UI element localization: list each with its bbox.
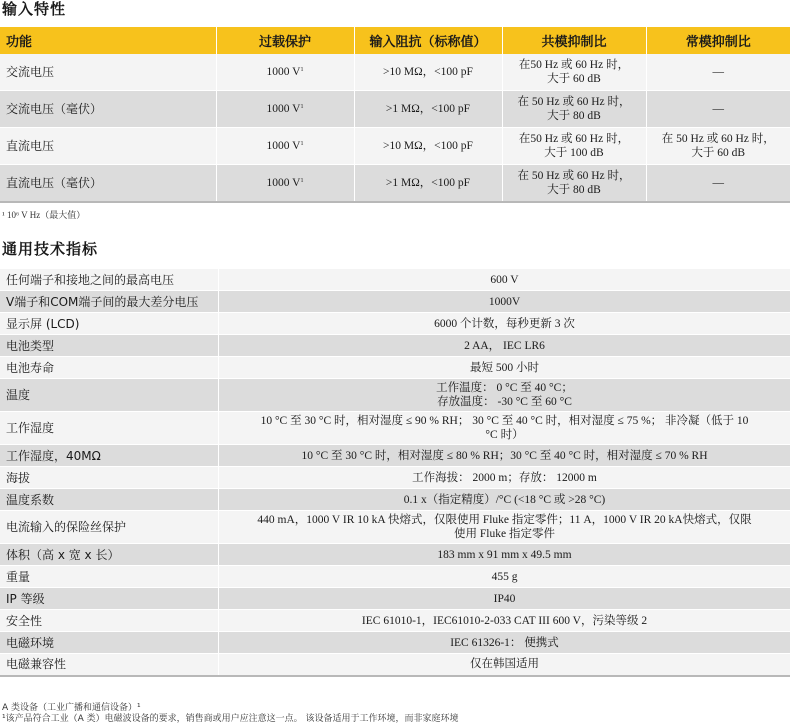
cell-line: 6000 个计数，每秒更新 3 次: [434, 317, 575, 330]
table-row: [0, 357, 790, 379]
table-row: [0, 335, 790, 357]
cell-line: 183 mm x 91 mm x 49.5 mm: [437, 548, 572, 561]
general-specs-title: 通用技术指标: [2, 240, 99, 258]
cmrr-cell: [502, 91, 646, 128]
function-cell: 直流电压: [0, 128, 216, 165]
cell-line: 最短 500 小时: [470, 361, 539, 374]
table-row: [0, 412, 790, 445]
table-row: [0, 269, 790, 291]
cell-line: 大于 100 dB: [544, 147, 604, 159]
overload-cell: [216, 91, 354, 128]
cell-line: 1000V: [488, 295, 521, 308]
cell-line: 大于 60 dB: [547, 73, 601, 85]
spec-label: 温度: [0, 379, 219, 412]
impedance-cell: >1 MΩ，<100 pF: [354, 165, 502, 203]
spec-label: 重量: [0, 566, 219, 588]
table-row: [0, 588, 790, 610]
table-row: [0, 654, 790, 676]
spec-value: [219, 654, 790, 676]
cell-line: 工作海拔： 2000 m；存放： 12000 m: [412, 471, 597, 484]
impedance-cell: >10 MΩ，<100 pF: [354, 54, 502, 91]
cell-line: IEC 61010-1，IEC61010-2-033 CAT III 600 V，污染等级 2: [361, 614, 648, 627]
nmrr-cell: [646, 91, 790, 128]
spec-value: [219, 467, 790, 489]
spec-value: [219, 511, 790, 544]
table-row: [0, 165, 790, 203]
overload-cell: [216, 128, 354, 165]
table-row: [0, 313, 790, 335]
input-characteristics-title: 输入特性: [2, 0, 67, 18]
table-row: [0, 445, 790, 467]
nmrr-cell: [646, 165, 790, 203]
overload-cell: [216, 165, 354, 203]
header-nmrr: 常模抑制比: [646, 27, 790, 54]
footnote-marker: 1: [300, 141, 304, 147]
cell-line: 在50 Hz 或 60 Hz 时，: [518, 133, 630, 145]
cell-line: 仅在韩国适用: [470, 658, 539, 671]
footnote-marker: 1: [300, 104, 304, 110]
general-specs-table: [0, 268, 790, 677]
function-cell: 交流电压（毫伏）: [0, 91, 216, 128]
cell-line: IEC 61326-1： 便携式: [450, 636, 559, 649]
table-row: [0, 128, 790, 165]
cmrr-cell: [502, 54, 646, 91]
spec-value: [219, 313, 790, 335]
spec-label: V端子和COM端子间的最大差分电压: [0, 291, 219, 313]
table-header-row: [0, 27, 790, 54]
footnote-marker: 1: [300, 178, 304, 184]
cell-line: 10 °C 至 30 °C 时，相对湿度 ≤ 90 % RH； 30 °C 至 40 °C 时，相对湿度 ≤ 75 %； 非冷凝（低于 10: [260, 415, 749, 427]
spec-label: 电磁兼容性: [0, 654, 219, 676]
cell-line: 2 AA， IEC LR6: [464, 339, 545, 352]
cell-line: 使用 Fluke 指定零件: [454, 528, 555, 540]
spec-value: [219, 412, 790, 445]
spec-value: [219, 291, 790, 313]
table-row: [0, 291, 790, 313]
emc-footnote: [2, 703, 459, 725]
footnote-marker: 1: [300, 67, 304, 73]
spec-value: [219, 632, 790, 654]
spec-value: [219, 544, 790, 566]
overload-value: 1000 V: [266, 66, 301, 78]
emc-footnote-line2: ¹该产品符合工业（A 类）电磁波设备的要求，销售商或用户应注意这一点。 该设备适用于工作环境，而非家庭环境: [2, 714, 459, 724]
function-cell: 交流电压: [0, 54, 216, 91]
spec-value: [219, 335, 790, 357]
spec-value: [219, 445, 790, 467]
header-function: 功能: [0, 27, 216, 54]
cell-line: 存放温度： -30 °C 至 60 °C: [437, 396, 572, 408]
cell-line: 在 50 Hz 或 60 Hz 时，: [517, 170, 631, 182]
table-row: [0, 544, 790, 566]
table-row: [0, 566, 790, 588]
impedance-cell: >1 MΩ，<100 pF: [354, 91, 502, 128]
cell-line: 在 50 Hz 或 60 Hz 时，: [517, 96, 631, 108]
table-row: [0, 379, 790, 412]
cell-line: —: [712, 103, 724, 115]
impedance-cell: >10 MΩ，<100 pF: [354, 128, 502, 165]
input-footnote: ¹ 10⁶ V Hz（最大值）: [2, 210, 86, 220]
cell-line: 大于 80 dB: [547, 184, 601, 196]
spec-value: [219, 588, 790, 610]
spec-label: 工作湿度，40MΩ: [0, 445, 219, 467]
spec-value: [219, 566, 790, 588]
spec-value: [219, 610, 790, 632]
cell-line: 440 mA，1000 V IR 10 kA 快熔式，仅限使用 Fluke 指定零件；11 A，1000 V IR 20 kA快熔式，仅限: [257, 514, 752, 526]
spec-label: 温度系数: [0, 489, 219, 511]
cell-line: 10 °C 至 30 °C 时，相对湿度 ≤ 80 % RH；30 °C 至 40 °C 时，相对湿度 ≤ 70 % RH: [301, 449, 708, 462]
spec-value: [219, 379, 790, 412]
cell-line: 455 g: [491, 570, 518, 583]
cell-line: °C 时）: [485, 429, 524, 441]
cell-line: 大于 80 dB: [547, 110, 601, 122]
input-characteristics-table: [0, 27, 790, 203]
emc-footnote-line1: A 类设备（工业广播和通信设备）¹: [2, 703, 141, 713]
spec-value: [219, 489, 790, 511]
table-row: [0, 467, 790, 489]
cell-line: 大于 60 dB: [691, 147, 746, 159]
table-row: [0, 489, 790, 511]
nmrr-cell: [646, 128, 790, 165]
cmrr-cell: [502, 165, 646, 203]
cell-line: 在 50 Hz 或 60 Hz 时，: [661, 133, 775, 145]
header-impedance: 输入阻抗（标称值）: [354, 27, 502, 54]
spec-value: [219, 269, 790, 291]
header-cmrr: 共模抑制比: [502, 27, 646, 54]
cell-line: IP40: [493, 592, 516, 605]
cell-line: 工作温度： 0 °C 至 40 °C；: [436, 382, 573, 394]
spec-value: [219, 357, 790, 379]
spec-label: 电池寿命: [0, 357, 219, 379]
table-row: [0, 632, 790, 654]
spec-label: 体积（高 x 宽 x 长）: [0, 544, 219, 566]
header-overload: 过载保护: [216, 27, 354, 54]
cell-line: 0.1 x（指定精度）/°C (<18 °C 或 >28 °C): [403, 493, 606, 506]
spec-label: 安全性: [0, 610, 219, 632]
cell-line: —: [712, 177, 724, 189]
table-row: [0, 610, 790, 632]
function-cell: 直流电压（毫伏）: [0, 165, 216, 203]
cell-line: —: [712, 66, 724, 78]
spec-label: IP 等级: [0, 588, 219, 610]
spec-label: 电池类型: [0, 335, 219, 357]
overload-cell: [216, 54, 354, 91]
overload-value: 1000 V: [266, 140, 301, 152]
table-row: [0, 511, 790, 544]
spec-label: 显示屏 (LCD): [0, 313, 219, 335]
spec-label: 海拔: [0, 467, 219, 489]
cmrr-cell: [502, 128, 646, 165]
spec-label: 工作湿度: [0, 412, 219, 445]
cell-line: 600 V: [490, 273, 519, 286]
overload-value: 1000 V: [266, 177, 301, 189]
table-row: [0, 54, 790, 91]
spec-label: 电磁环境: [0, 632, 219, 654]
spec-label: 任何端子和接地之间的最高电压: [0, 269, 219, 291]
nmrr-cell: [646, 54, 790, 91]
table-row: [0, 91, 790, 128]
overload-value: 1000 V: [266, 103, 301, 115]
cell-line: 在50 Hz 或 60 Hz 时，: [518, 59, 630, 71]
spec-label: 电流输入的保险丝保护: [0, 511, 219, 544]
